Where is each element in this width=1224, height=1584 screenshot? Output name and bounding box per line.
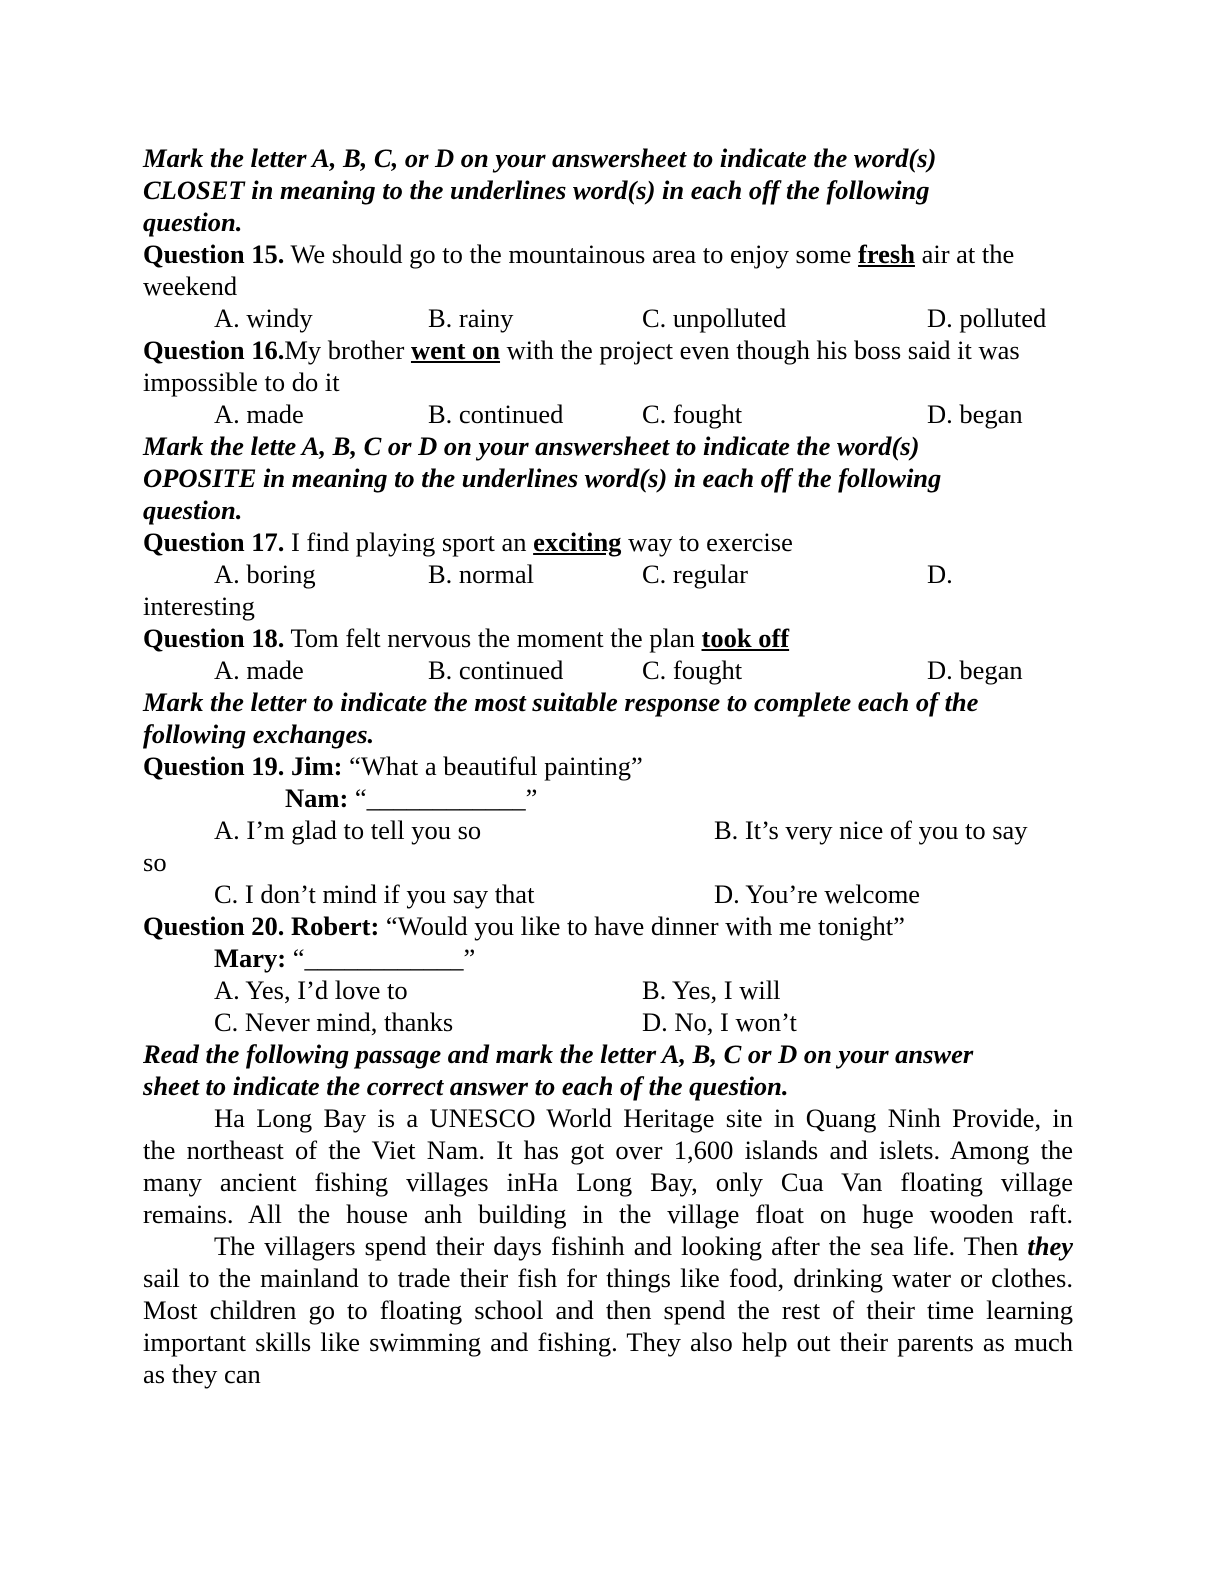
question-18 xyxy=(143,622,1073,654)
option-c[interactable]: C. unpolluted xyxy=(642,303,787,333)
passage-line xyxy=(143,1230,1073,1262)
document-page xyxy=(143,142,1073,1390)
option-b[interactable]: B. normal xyxy=(428,559,534,589)
question-label: Question 20. xyxy=(143,911,285,941)
option-a[interactable]: A. boring xyxy=(214,559,316,589)
question-16-options xyxy=(143,398,1073,430)
question-19-reply xyxy=(143,782,1073,814)
passage-line xyxy=(143,1326,1073,1358)
instruction-line: following exchanges. xyxy=(143,719,375,749)
question-keyword: went on xyxy=(410,335,501,365)
question-20-options-cd xyxy=(143,1006,1073,1038)
option-b[interactable]: B. It’s very nice of you to say xyxy=(714,815,1028,845)
question-label: Question 18. xyxy=(143,623,285,653)
passage-keyword: they xyxy=(1027,1231,1073,1261)
section-instruction-closest xyxy=(143,142,1073,174)
question-19 xyxy=(143,750,1073,782)
option-a[interactable]: A. Yes, I’d love to xyxy=(214,975,408,1005)
option-b[interactable]: B. rainy xyxy=(428,303,514,333)
section-instruction-reading xyxy=(143,1038,1073,1070)
option-d[interactable]: D. began xyxy=(927,655,1023,685)
speaker-name: Robert: xyxy=(284,911,380,941)
option-d[interactable]: D. You’re welcome xyxy=(714,879,921,909)
passage-text: sail to the mainland to trade their fish for things like food, drinking water or clothes. xyxy=(143,1263,1073,1293)
option-b[interactable]: B. continued xyxy=(428,399,564,429)
section-instruction-response xyxy=(143,686,1073,718)
speaker-name: Mary: xyxy=(214,943,287,973)
instruction-line-2 xyxy=(143,718,1073,750)
passage-text: the northeast of the Viet Nam. It has got over 1,600 islands and islets. Among the xyxy=(143,1135,1073,1165)
question-20-reply xyxy=(143,942,1073,974)
question-19-options-ab xyxy=(143,814,1073,846)
question-keyword: fresh xyxy=(858,239,915,269)
question-19-option-b-continued xyxy=(143,846,1073,878)
instruction-line: question. xyxy=(143,207,243,237)
passage-text: Ha Long Bay is a UNESCO World Heritage site in Quang Ninh Provide, in xyxy=(214,1103,1073,1133)
question-16 xyxy=(143,334,1073,366)
passage-line xyxy=(143,1358,1073,1390)
speaker-name: Nam: xyxy=(285,783,349,813)
question-20 xyxy=(143,910,1073,942)
question-label: Question 16. xyxy=(143,335,285,365)
option-text[interactable]: so xyxy=(143,847,167,877)
dialogue-text: “Would you like to have dinner with me tonight” xyxy=(379,911,905,941)
question-label: Question 15. xyxy=(143,239,285,269)
passage-text: many ancient fishing villages inHa Long Bay, only Cua Van floating village xyxy=(143,1167,1073,1197)
option-c[interactable]: C. fought xyxy=(642,655,743,685)
option-d[interactable]: D. polluted xyxy=(927,303,1047,333)
passage-line xyxy=(143,1134,1073,1166)
option-c[interactable]: C. regular xyxy=(642,559,748,589)
question-18-options xyxy=(143,654,1073,686)
question-text: air at the xyxy=(914,239,1015,269)
passage-text: The villagers spend their days fishinh and looking after the sea life. Then xyxy=(214,1231,1028,1261)
passage-line xyxy=(143,1262,1073,1294)
question-text: I find playing sport an xyxy=(284,527,534,557)
section-instruction-opposite xyxy=(143,430,1073,462)
option-d[interactable]: D. No, I won’t xyxy=(642,1007,797,1037)
passage-line xyxy=(143,1294,1073,1326)
instruction-line: Mark the letter to indicate the most suitable response to complete each of the xyxy=(143,687,979,717)
option-c[interactable]: C. Never mind, thanks xyxy=(214,1007,454,1037)
answer-blank: “____________” xyxy=(286,943,476,973)
passage-line xyxy=(143,1166,1073,1198)
instruction-line-3 xyxy=(143,206,1073,238)
option-a[interactable]: A. windy xyxy=(214,303,313,333)
question-text: way to exercise xyxy=(621,527,793,557)
instruction-line-3 xyxy=(143,494,1073,526)
question-text: Tom felt nervous the moment the plan xyxy=(284,623,702,653)
question-15 xyxy=(143,238,1073,270)
instruction-line: Mark the letter A, B, C, or D on your answersheet to indicate the word(s) xyxy=(143,143,937,173)
option-c[interactable]: C. fought xyxy=(642,399,743,429)
question-text: impossible to do it xyxy=(143,367,340,397)
option-b[interactable]: B. continued xyxy=(428,655,564,685)
instruction-line: Mark the lette A, B, C or D on your answersheet to indicate the word(s) xyxy=(143,431,920,461)
instruction-line: question. xyxy=(143,495,243,525)
option-c[interactable]: C. I don’t mind if you say that xyxy=(214,879,535,909)
instruction-line: OPOSITE in meaning to the underlines word(s) in each off the following xyxy=(143,463,942,493)
passage-line xyxy=(143,1102,1073,1134)
passage-text: as they can xyxy=(143,1359,261,1389)
passage-text: remains. All the house anh building in the village float on huge wooden raft. xyxy=(143,1199,1073,1229)
instruction-line: sheet to indicate the correct answer to each of the question. xyxy=(143,1071,789,1101)
passage-text: important skills like swimming and fishing. They also help out their parents as much xyxy=(143,1327,1073,1357)
option-a[interactable]: A. I’m glad to tell you so xyxy=(214,815,482,845)
answer-blank: “____________” xyxy=(348,783,538,813)
dialogue-text: “What a beautiful painting” xyxy=(342,751,643,781)
question-text: We should go to the mountainous area to enjoy some xyxy=(284,239,859,269)
question-17-options xyxy=(143,558,1073,590)
question-text: with the project even though his boss said it was xyxy=(500,335,1020,365)
question-19-options-cd xyxy=(143,878,1073,910)
question-17 xyxy=(143,526,1073,558)
instruction-line-2 xyxy=(143,462,1073,494)
question-15-options xyxy=(143,302,1073,334)
question-20-options-ab xyxy=(143,974,1073,1006)
instruction-line: Read the following passage and mark the letter A, B, C or D on your answer xyxy=(143,1039,974,1069)
option-a[interactable]: A. made xyxy=(214,655,304,685)
passage-text: Most children go to floating school and then spend the rest of their time learning xyxy=(143,1295,1073,1325)
option-a[interactable]: A. made xyxy=(214,399,304,429)
speaker-name: Jim: xyxy=(284,751,343,781)
passage-line xyxy=(143,1198,1073,1230)
option-d[interactable]: D. began xyxy=(927,399,1023,429)
question-keyword: took off xyxy=(701,623,790,653)
option-text[interactable]: interesting xyxy=(143,591,255,621)
question-text: My brother xyxy=(284,335,411,365)
question-label: Question 19. xyxy=(143,751,285,781)
question-text: weekend xyxy=(143,271,238,301)
question-label: Question 17. xyxy=(143,527,285,557)
option-b[interactable]: B. Yes, I will xyxy=(642,975,781,1005)
question-keyword: exciting xyxy=(533,527,622,557)
instruction-line-2 xyxy=(143,1070,1073,1102)
question-15-continued xyxy=(143,270,1073,302)
question-17-option-d-continued xyxy=(143,590,1073,622)
instruction-line-2 xyxy=(143,174,1073,206)
option-d[interactable]: D. xyxy=(927,559,953,589)
instruction-line: CLOSET in meaning to the underlines word(s) in each off the following xyxy=(143,175,930,205)
question-16-continued xyxy=(143,366,1073,398)
